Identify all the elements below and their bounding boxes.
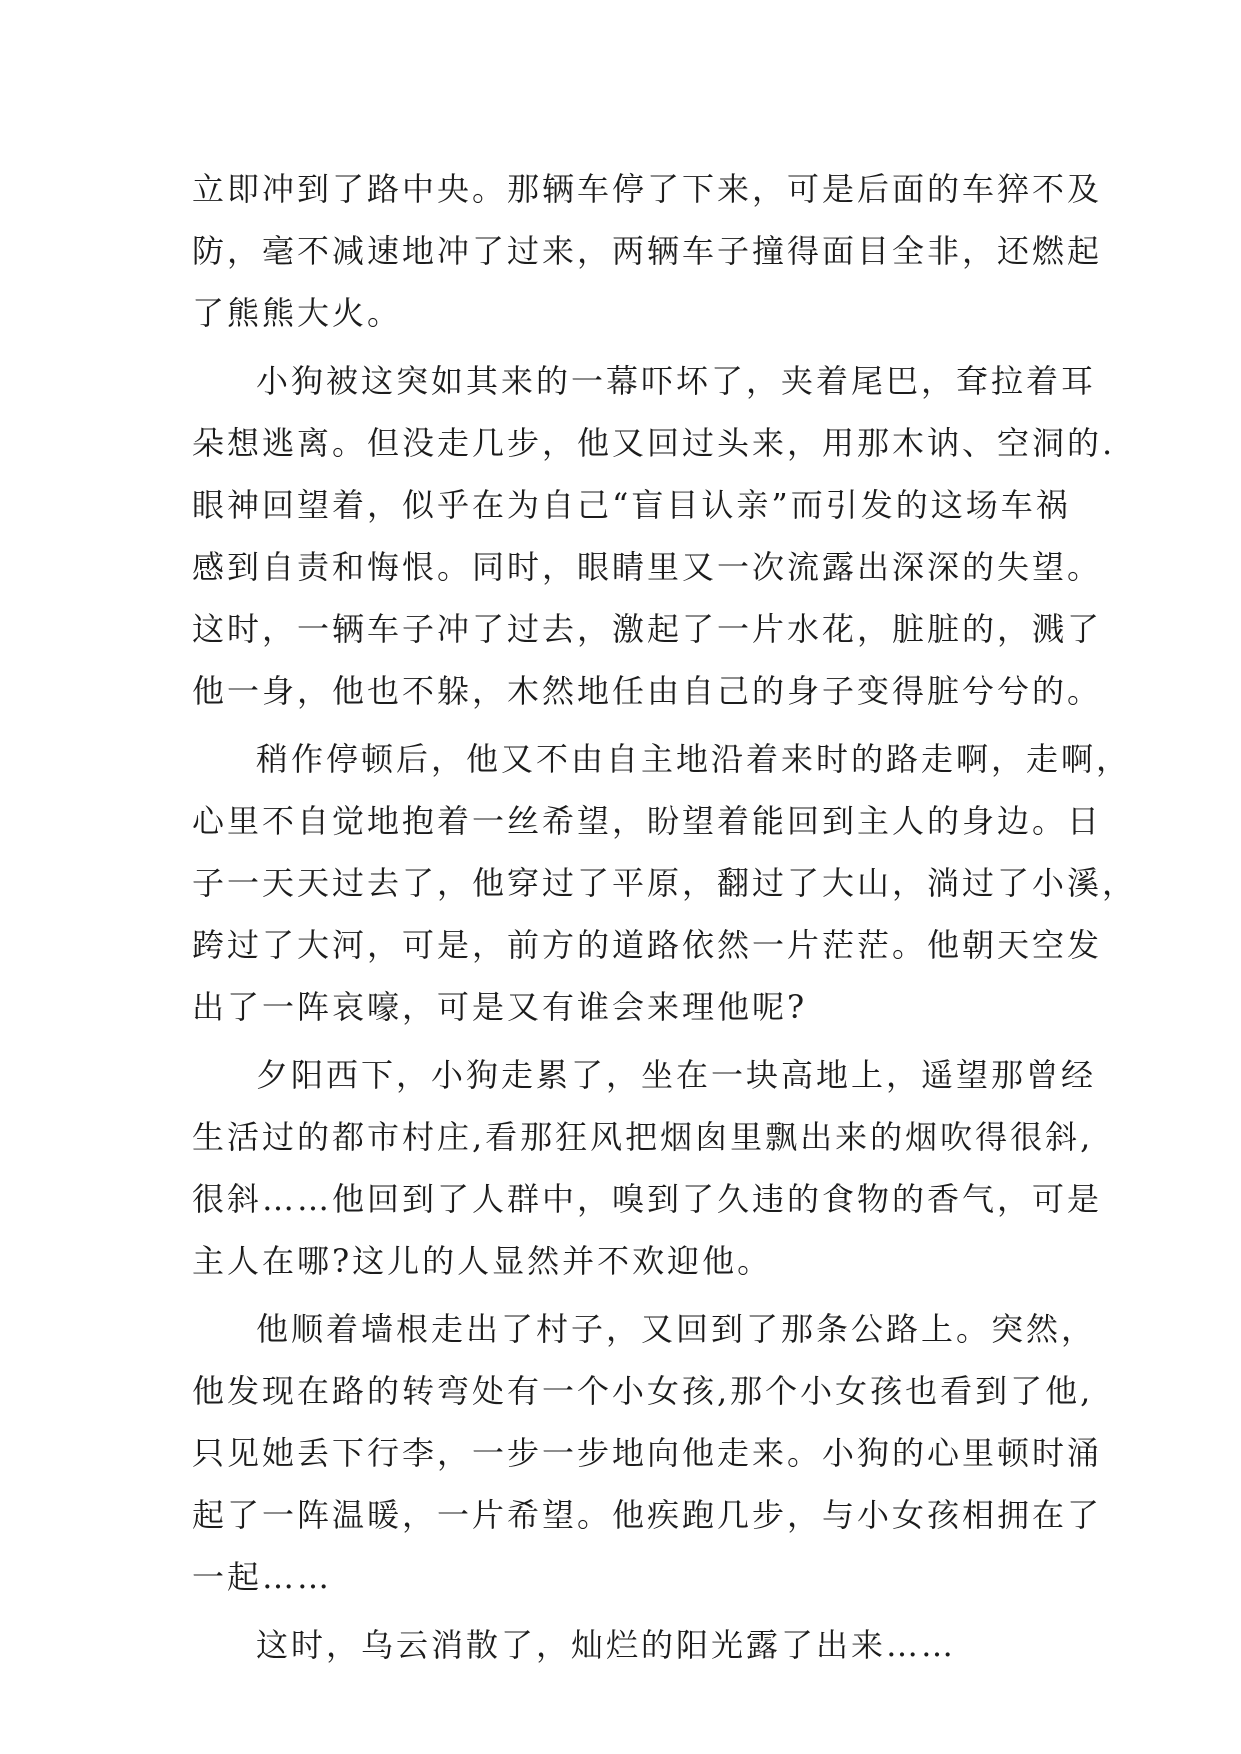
text-line: 只见她丢下行李，一步一步地向他走来。小狗的心里顿时涌 [192, 1434, 1103, 1472]
text-line: 他一身，他也不躲，木然地任由自己的身子变得脏兮兮的。 [192, 672, 1103, 710]
text-line: 心里不自觉地抱着一丝希望，盼望着能回到主人的身边。日 [192, 802, 1103, 840]
text-line: 夕阳西下，小狗走累了，坐在一块高地上，遥望那曾经 [256, 1056, 1097, 1094]
text-line: 子一天天过去了，他穿过了平原，翻过了大山，淌过了小溪， [192, 864, 1138, 902]
text-line: 主人在哪?这儿的人显然并不欢迎他。 [192, 1242, 773, 1280]
text-line: 很斜……他回到了人群中，嗅到了久违的食物的香气，可是 [192, 1180, 1103, 1218]
text-line: 出了一阵哀嚎，可是又有谁会来理他呢? [192, 988, 808, 1026]
paragraph-3 [192, 728, 1138, 1038]
text-line: 稍作停顿后，他又不由自主地沿着来时的路走啊，走啊， [256, 740, 1132, 778]
text-line: 跨过了大河，可是，前方的道路依然一片茫茫。他朝天空发 [192, 926, 1103, 964]
text-line: 生活过的都市村庄,看那狂风把烟囱里飘出来的烟吹得很斜, [192, 1118, 1094, 1156]
paragraph-2 [192, 350, 1116, 722]
paragraph-4 [192, 1044, 1103, 1292]
text-line: 起了一阵温暖，一片希望。他疾跑几步，与小女孩相拥在了 [192, 1496, 1103, 1534]
text-line: 这时，一辆车子冲了过去，激起了一片水花，脏脏的，溅了 [192, 610, 1103, 648]
paragraph-1 [192, 158, 1103, 344]
text-line: 他顺着墙根走出了村子，又回到了那条公路上。突然， [256, 1310, 1097, 1348]
text-line: 了熊熊大火。 [192, 294, 403, 332]
text-line: 这时，乌云消散了，灿烂的阳光露了出来…… [256, 1626, 957, 1664]
text-line: 感到自责和悔恨。同时，眼睛里又一次流露出深深的失望。 [192, 548, 1103, 586]
text-line: 立即冲到了路中央。那辆车停了下来，可是后面的车猝不及 [192, 170, 1103, 208]
text-line: 小狗被这突如其来的一幕吓坏了，夹着尾巴，耷拉着耳 [256, 362, 1097, 400]
paragraph-5 [192, 1298, 1103, 1608]
text-line: 他发现在路的转弯处有一个小女孩,那个小女孩也看到了他, [192, 1372, 1094, 1410]
text-line: 防，毫不减速地冲了过来，两辆车子撞得面目全非，还燃起 [192, 232, 1103, 270]
paragraph-6 [192, 1614, 1072, 1676]
text-line: 朵想逃离。但没走几步，他又回过头来，用那木讷、空洞的. [192, 424, 1116, 462]
story-text [192, 158, 1138, 1676]
text-line: 眼神回望着，似乎在为自己“盲目认亲”而引发的这场车祸 [192, 486, 1071, 524]
text-line: 一起…… [192, 1558, 333, 1596]
